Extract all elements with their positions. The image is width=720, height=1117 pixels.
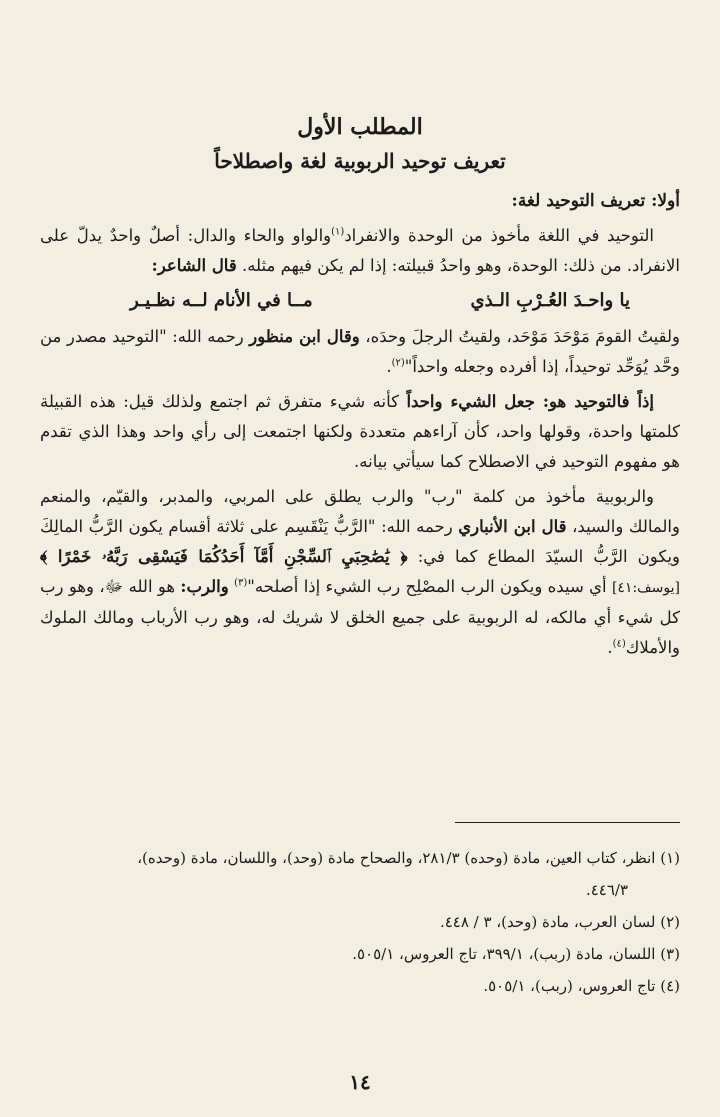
footnote-2: (٢) لسان العرب، مادة (وحد)، ٣ / ٤٤٨. [439,913,680,931]
page-number: ١٤ [349,1070,371,1094]
footnote-divider [455,822,680,823]
paragraph-4-text-a: والربوبية مأخوذ من كلمة "رب" والرب يطلق على المربي، والمدبر، والقيّم، والمنعم والمالك والسيد، [40,487,680,536]
paragraph-1 [40,221,680,281]
paragraph-4: والربوبية مأخوذ من كلمة "رب" والرب يطلق على المربي، والمدبر، والقيّم، والمنعم والمالك والسيد، قال ابن الأنباري رحمه الله: "الرَّبُّ يَنْقَسِم على ثلاثة أقسام يكون الرَّبُّ المالِكَ ويكون الرَّبُّ السيّدَ المطاع كما في: ﴿ يَٰصَٰحِبَيِ ٱلسِّجْنِ أَمَّآ أَحَدُكُمَا فَيَسْقِى رَبَّهُۥ خَمْرًا ﴾ [يوسف:٤١] أي سيده ويكون الرب المصْلِح رب الشيء إذا أصلحه"$^{(٣)}$ والرب: هو الله ﷻ، وهو رب كل شيء أي مالكه، له الربوبية على جميع الخلق لا شريك له، وهو رب الأرباب ومالك الملوك والأملاك$^{(٤)}$. [40,487,680,657]
main-text [40,186,680,663]
page-title: المطلب الأول [297,114,423,140]
poet-label: قال الشاعر: [151,256,237,275]
paragraph-2: ولقيتُ القومَ مَوْحَدَ مَوْحَد، ولقيتُ الرجلَ وحدَه، وقال ابن منظور رحمه الله: "التوحيد مصدر من وحَّد يُوَحِّد توحيداً، إذا أفرده وجعله واحداً"$^{(٢)}$. [40,327,681,376]
paragraph-2-text-a: ولقيتُ القومَ مَوْحَدَ مَوْحَد، ولقيتُ الرجلَ وحدَه، [365,327,681,346]
footnote-4: (٤) تاج العروس، (ربب)، ٥٠٥/١. [483,977,680,995]
quran-verse: ﴿ يَٰصَٰحِبَيِ ٱلسِّجْنِ أَمَّآ أَحَدُكُمَا فَيَسْقِى رَبَّهُۥ خَمْرًا ﴾ [40,547,408,566]
paragraph-3-text: كأنه شيء متفرق ثم اجتمع ولذلك قيل: هذه القبيلة كلمتها واحدة، وقولها واحد، كأن آراءهم متعددة ولكنها اجتمعت إلى رأي واحد وهذا الذي تقدم هو مفهوم التوحيد في الاصطلاح كما سيأتي بيانه. [40,392,680,471]
poem-verse [40,286,680,316]
paragraph-1-text-a: التوحيد في اللغة مأخوذ من الوحدة والانفراد [344,226,654,245]
paragraph-2-text-b: رحمه الله: "التوحيد مصدر من وحَّد يُوَحِّد توحيداً، إذا أفرده وجعله واحداً" [40,327,680,376]
footnote-ref-1: (١) [331,226,345,238]
footnote-ref-2: (٢) [391,357,405,369]
page-subtitle: تعريف توحيد الربوبية لغة واصطلاحاً [214,149,506,173]
footnote-1-continued: ٤٤٦/٣. [585,881,628,899]
paragraph-4-text-d: هو الله ﷻ، وهو رب كل شيء أي مالكه، له الربوبية على جميع الخلق لا شريك له، وهو رب الأرباب ومالك الملوك والأملاك [40,577,680,657]
rabb-label: والرب: [180,577,229,596]
footnote-3: (٣) اللسان، مادة (ربب)، ٣٩٩/١، تاج العروس، ٥٠٥/١. [352,945,680,963]
verse-first-hemistich: يا واحـدَ العُـرْبِ الـذي [470,290,630,311]
quran-reference: [يوسف:٤١] [611,580,680,596]
footnote-ref-4: (٤) [612,638,626,650]
paragraph-4-text-b: رحمه الله: "الرَّبُّ يَنْقَسِم على ثلاثة أقسام يكون الرَّبُّ المالِكَ ويكون الرَّبُّ السيّدَ المطاع كما في: [40,517,680,566]
paragraph-3 [40,387,680,477]
verse-second-hemistich: مــا في الأنام لــه نظـيـر [130,290,313,311]
paragraph-1-text-b: والواو والحاء والدال: أصلٌ واحدٌ يدلّ على الانفراد. من ذلك: الوحدة، وهو واحدُ قبيلته: إذا لم يكن فيهم مثله. [40,226,680,275]
footnotes [40,842,680,1002]
ibn-manzur-label: وقال ابن منظور [249,327,360,346]
footnote-1: (١) انظر، كتاب العين، مادة (وحده) ٢٨١/٣، والصحاح مادة (وحد)، واللسان، مادة (وحده)، [137,849,680,867]
paragraph-4-text-c: أي سيده ويكون الرب المصْلِح رب الشيء إذا أصلحه" [247,577,607,596]
ibn-anbari-label: قال ابن الأنباري [458,517,567,536]
definition-label: إذاً فالتوحيد هو: جعل الشيء واحداً [406,392,654,411]
section-heading: أولا: تعريف التوحيد لغة: [511,191,680,211]
footnote-ref-3: (٣) [234,577,248,589]
